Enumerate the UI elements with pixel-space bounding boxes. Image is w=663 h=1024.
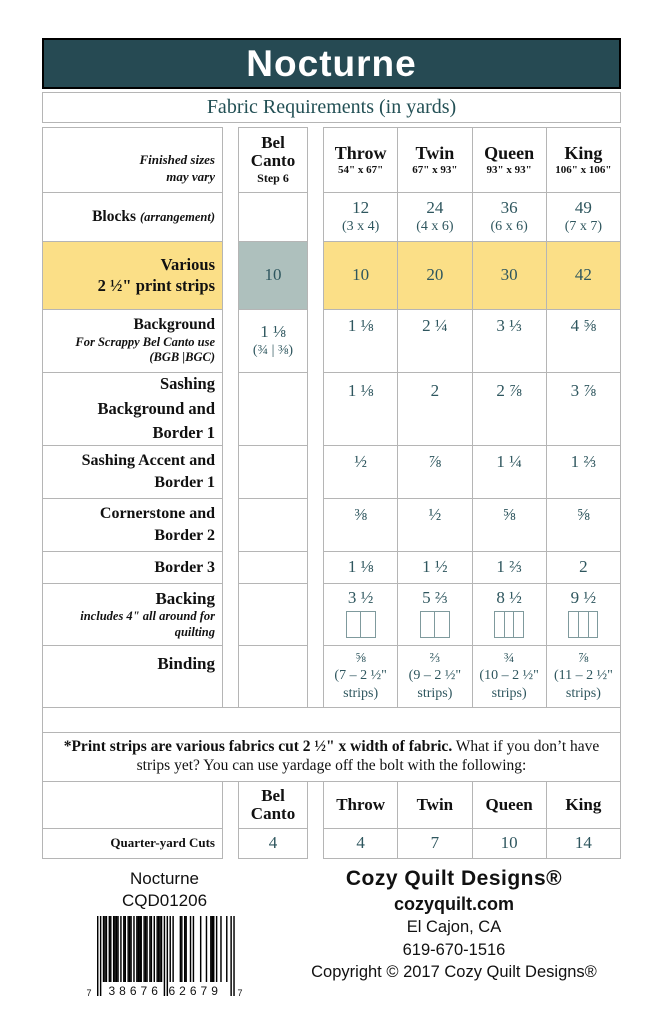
yardage-corner-cell — [42, 781, 223, 829]
row-label: Cornerstone and Border 2 — [99, 504, 215, 544]
value-cell — [472, 241, 547, 310]
column-gap — [308, 828, 323, 859]
size-name: Twin — [415, 143, 455, 164]
value-cell — [546, 645, 621, 708]
value-cell-bel-canto — [238, 192, 308, 242]
size-header-twin — [397, 127, 472, 193]
value-sub: (4 x 6) — [416, 219, 454, 235]
copyright: Copyright © 2017 Cozy Quilt Designs® — [311, 962, 597, 981]
backing-panel — [421, 612, 435, 637]
corner-note-cell — [42, 127, 223, 193]
value-cell-bel-canto — [238, 645, 308, 708]
value-cell — [546, 583, 621, 646]
value-cell — [472, 583, 547, 646]
subtitle-box — [42, 92, 621, 123]
value-cell — [323, 583, 398, 646]
row-sashing-background — [42, 372, 621, 446]
value-cell — [323, 372, 398, 446]
value-cell-bel-canto — [238, 241, 308, 310]
value: 1 ⅛ — [347, 316, 374, 335]
value-cell — [472, 645, 547, 708]
value-sub: (9 – 2 ½" — [408, 668, 462, 684]
value: 3 ⅓ — [496, 316, 522, 335]
bel-canto-name: Bel Canto — [250, 133, 296, 170]
column-gap — [308, 583, 323, 646]
footnote-regular-text: What if you don’t have strips yet? You can use yardage off the bolt with the following: — [136, 738, 600, 775]
value-cell — [546, 551, 621, 584]
yardage-size-header — [472, 781, 547, 829]
row-label-cell — [42, 645, 223, 708]
size-dim: 67" x 93" — [412, 163, 458, 176]
row-label-cell — [42, 309, 223, 373]
value-cell — [546, 309, 621, 373]
value-cell — [397, 645, 472, 708]
row-label: Background — [133, 315, 215, 333]
value-sub: strips) — [565, 686, 601, 702]
value: ⅞ — [428, 452, 442, 471]
column-gap — [308, 781, 323, 829]
column-gap — [223, 192, 238, 242]
row-cornerstone — [42, 498, 621, 552]
value-cell — [397, 583, 472, 646]
backing-panel — [360, 612, 375, 637]
value-cell-bel-canto — [238, 583, 308, 646]
pattern-sku: CQD01206 — [121, 890, 208, 910]
row-label: Binding — [157, 654, 215, 673]
value-sub: strips) — [343, 686, 379, 702]
value: ½ — [428, 505, 442, 524]
corner-note-line1: Finished sizes — [139, 152, 215, 168]
value: 9 ½ — [570, 588, 597, 607]
footnote-bold-text: *Print strips are various fabrics cut 2 ½" x width of fabric. — [63, 738, 453, 755]
barcode-right-digits: 62679 — [168, 983, 222, 998]
value-cell-bel-canto — [238, 828, 308, 859]
table-header-row — [42, 127, 621, 193]
value-cell — [397, 445, 472, 499]
row-border-3 — [42, 551, 621, 584]
bel-canto-step: Step 6 — [257, 170, 289, 185]
value: 1 ⅛ — [260, 322, 286, 342]
value-cell — [397, 309, 472, 373]
column-gap — [308, 445, 323, 499]
value: 14 — [574, 833, 592, 853]
barcode-left-digits: 38676 — [108, 983, 162, 998]
column-gap — [223, 583, 238, 646]
value-cell-bel-canto — [238, 445, 308, 499]
value-cell — [472, 498, 547, 552]
value-sub: (6 x 6) — [490, 219, 528, 235]
yardage-size-header — [397, 781, 472, 829]
value: 1 ½ — [422, 557, 448, 577]
row-label-note: includes 4" all around for quilting — [80, 609, 215, 639]
value: 2 — [579, 557, 588, 577]
row-label: Sashing Background and Border 1 — [97, 373, 215, 443]
value-cell — [546, 192, 621, 242]
value: 4 — [356, 833, 365, 853]
pattern-name: Nocturne — [130, 868, 199, 888]
value-sub: strips) — [491, 686, 527, 702]
value-sub: (10 – 2 ½" — [479, 668, 539, 684]
row-label-cell — [42, 372, 223, 446]
column-gap — [308, 551, 323, 584]
value-cell-bel-canto — [238, 372, 308, 446]
size-header-throw — [323, 127, 398, 193]
backing-seam-diagram — [568, 611, 598, 638]
value-cell — [472, 309, 547, 373]
column-gap — [308, 645, 323, 708]
column-gap — [223, 498, 238, 552]
backing-panel — [504, 612, 514, 637]
value-cell — [323, 241, 398, 310]
column-gap — [223, 241, 238, 310]
column-gap — [223, 309, 238, 373]
footer-right — [287, 866, 621, 1008]
row-blocks — [42, 192, 621, 242]
yardage-values-row — [42, 828, 621, 859]
row-label: Backing — [155, 588, 215, 608]
value: 8 ½ — [496, 588, 522, 607]
value-cell — [323, 828, 398, 859]
value-cell — [397, 551, 472, 584]
upc-barcode — [87, 916, 243, 1008]
column-gap — [308, 498, 323, 552]
value-cell — [546, 241, 621, 310]
column-gap — [308, 241, 323, 310]
value: 4 — [268, 833, 278, 853]
column-gap — [223, 645, 238, 708]
value-cell — [397, 498, 472, 552]
value: 10 — [264, 265, 282, 285]
value: 2 — [430, 381, 440, 400]
value-cell — [472, 192, 547, 242]
backing-panel — [347, 612, 361, 637]
value-cell — [472, 372, 547, 446]
value-cell-bel-canto — [238, 498, 308, 552]
yardage-bel-canto-header — [238, 781, 308, 829]
backing-panel — [588, 612, 598, 637]
header-label: Bel Canto — [250, 785, 296, 823]
value: 2 ¼ — [422, 316, 448, 335]
website: cozyquilt.com — [393, 894, 514, 914]
barcode-lead-digit: 7 — [86, 987, 92, 998]
value-cell — [546, 828, 621, 859]
value: 36 — [500, 197, 518, 217]
row-label-note: (arrangement) — [140, 209, 215, 224]
backing-seam-diagram — [346, 611, 376, 638]
column-gap — [308, 309, 323, 373]
size-dim: 54" x 67" — [338, 163, 384, 176]
value: 24 — [426, 197, 444, 217]
backing-panel — [495, 612, 504, 637]
size-name: Throw — [334, 143, 387, 164]
value: 49 — [574, 197, 592, 217]
value-cell — [472, 445, 547, 499]
value-cell — [397, 828, 472, 859]
row-sashing-accent — [42, 445, 621, 499]
row-label: 2 ½" print strips — [97, 275, 215, 295]
value: 5 ⅔ — [422, 588, 448, 607]
value-cell — [323, 309, 398, 373]
value-cell — [472, 828, 547, 859]
bel-canto-header — [238, 127, 308, 193]
value: ⅔ — [429, 650, 441, 666]
value: ⅝ — [355, 650, 366, 666]
column-gap — [223, 127, 238, 193]
value: 1 ⅔ — [496, 557, 522, 577]
value: 1 ⅛ — [347, 557, 374, 577]
row-label: Sashing Accent and Border 1 — [81, 451, 215, 491]
row-label-cell — [42, 828, 223, 859]
value: ¾ — [503, 650, 515, 666]
value-cell — [397, 241, 472, 310]
value-cell — [546, 498, 621, 552]
backing-panel — [513, 612, 523, 637]
location: El Cajon, CA — [406, 918, 502, 937]
value: 42 — [574, 265, 592, 285]
backing-panel — [578, 612, 588, 637]
column-gap — [308, 372, 323, 446]
value-cell — [397, 192, 472, 242]
row-binding — [42, 645, 621, 708]
row-label-cell — [42, 498, 223, 552]
title-bar — [42, 38, 621, 89]
row-label: Various — [160, 255, 215, 275]
column-gap — [223, 828, 238, 859]
value-cell — [323, 645, 398, 708]
column-gap — [308, 127, 323, 193]
value: 3 ⅞ — [570, 381, 597, 400]
value-sub: (3 x 4) — [341, 219, 380, 235]
subtitle: Fabric Requirements (in yards) — [206, 96, 457, 118]
value: 3 ½ — [347, 588, 374, 607]
value-sub: (¾ | ⅜) — [252, 343, 294, 359]
value-cell — [397, 372, 472, 446]
value-cell — [546, 445, 621, 499]
value-cell — [472, 551, 547, 584]
value-cell — [323, 445, 398, 499]
value-cell — [323, 498, 398, 552]
row-print-strips — [42, 241, 621, 310]
value: 4 ⅝ — [570, 316, 597, 335]
row-label-cell — [42, 445, 223, 499]
value: 7 — [430, 833, 440, 853]
value: 1 ⅔ — [570, 452, 597, 471]
size-name: King — [564, 143, 603, 164]
row-label: Blocks — [92, 207, 136, 225]
value: 10 — [352, 265, 370, 285]
value: 2 ⅞ — [496, 381, 522, 400]
size-dim: 93" x 93" — [486, 163, 532, 176]
column-gap — [223, 445, 238, 499]
row-label: Quarter-yard Cuts — [110, 835, 215, 851]
row-label-cell — [42, 192, 223, 242]
value-sub: (7 x 7) — [564, 219, 603, 235]
empty-spacer-row — [42, 707, 621, 733]
row-label-cell — [42, 241, 223, 310]
row-label-cell — [42, 551, 223, 584]
yardage-header-row — [42, 781, 621, 829]
value-cell-bel-canto — [238, 309, 308, 373]
value: ⅞ — [578, 650, 589, 666]
backing-panel — [569, 612, 578, 637]
value: 12 — [352, 197, 370, 217]
barcode-trail-digit: 7 — [237, 987, 243, 998]
value-cell — [323, 551, 398, 584]
column-gap — [308, 192, 323, 242]
row-backing — [42, 583, 621, 646]
value-sub: strips) — [417, 686, 453, 702]
value-sub: (7 – 2 ½" — [334, 668, 387, 684]
header-label: Throw — [336, 794, 386, 814]
yardage-size-header — [546, 781, 621, 829]
size-dim: 106" x 106" — [555, 163, 612, 176]
backing-panel — [434, 612, 449, 637]
header-label: Twin — [416, 794, 454, 814]
value: ⅝ — [502, 505, 516, 524]
row-label: Border 3 — [154, 558, 215, 576]
value: 10 — [500, 833, 518, 853]
size-name: Queen — [484, 143, 535, 164]
size-header-king — [546, 127, 621, 193]
size-header-queen — [472, 127, 547, 193]
value: 20 — [426, 265, 444, 285]
corner-note-line2: may vary — [166, 169, 215, 185]
backing-seam-diagram — [420, 611, 450, 638]
footer-left — [42, 866, 287, 1008]
page-title: Nocturne — [246, 42, 417, 84]
phone-number: 619-670-1516 — [402, 940, 506, 959]
yardage-size-header — [323, 781, 398, 829]
footnote — [42, 732, 621, 782]
footer — [42, 866, 621, 1008]
value: 1 ⅛ — [347, 381, 374, 400]
value-cell — [546, 372, 621, 446]
row-label-note: For Scrappy Bel Canto use (BGB |BGC) — [75, 334, 215, 365]
brand-name: Cozy Quilt Designs® — [345, 866, 563, 890]
row-label-cell — [42, 583, 223, 646]
row-background — [42, 309, 621, 373]
value-sub: (11 – 2 ½" — [553, 668, 613, 684]
header-label: King — [565, 794, 602, 814]
value: 30 — [500, 265, 518, 285]
value: 1 ¼ — [496, 452, 522, 471]
column-gap — [223, 372, 238, 446]
backing-seam-diagram — [494, 611, 524, 638]
value: ⅜ — [354, 505, 367, 524]
value: ½ — [354, 452, 367, 471]
value-cell-bel-canto — [238, 551, 308, 584]
value-cell — [323, 192, 398, 242]
header-label: Queen — [485, 794, 533, 814]
value: ⅝ — [577, 505, 590, 524]
column-gap — [223, 551, 238, 584]
column-gap — [223, 781, 238, 829]
